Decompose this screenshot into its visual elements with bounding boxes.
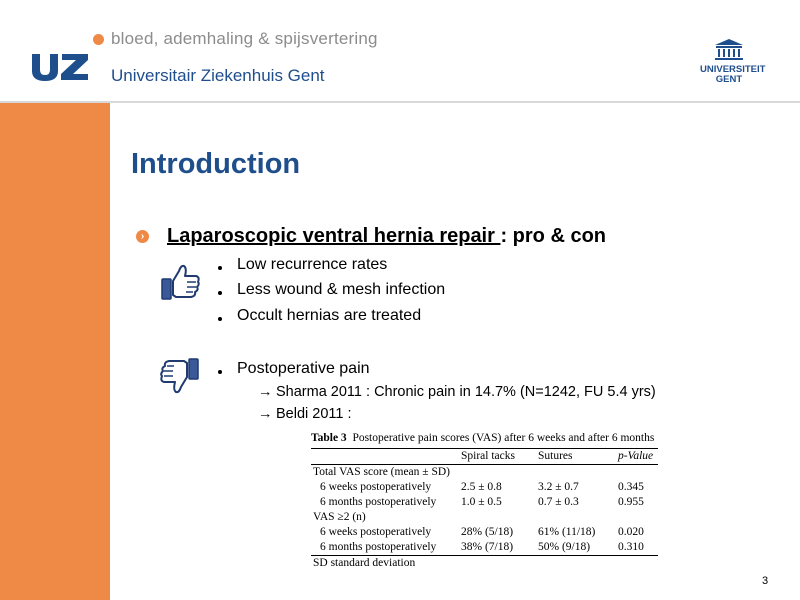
table-row	[311, 540, 658, 555]
bullet-dot	[218, 370, 222, 374]
table-footnote	[311, 556, 658, 571]
table-cell: VAS ≥2 (n)	[313, 511, 366, 523]
ugent-line1: UNIVERSITEIT	[700, 64, 766, 75]
table-cell: 1.0 ± 0.5	[461, 496, 502, 508]
uz-logo	[30, 52, 90, 82]
table-header-cell: p-Value	[618, 450, 654, 462]
table-cell: 0.020	[618, 526, 644, 538]
brand-dot	[93, 34, 104, 45]
main-point	[167, 225, 606, 248]
pro-item: Low recurrence rates	[237, 256, 388, 273]
bullet-dot	[218, 266, 222, 270]
table-cell: 61% (11/18)	[538, 526, 596, 538]
con-subitem	[258, 384, 656, 400]
table-cell: 6 weeks postoperatively	[320, 481, 432, 493]
header-divider	[0, 101, 800, 103]
orange-sidebar	[0, 103, 110, 600]
table-cell: 38% (7/18)	[461, 541, 514, 553]
table-cell: 3.2 ± 0.7	[538, 481, 579, 493]
table-cell: 0.7 ± 0.3	[538, 496, 579, 508]
con-subitem-text: Sharma 2011 : Chronic pain in 14.7% (N=1242, FU 5.4 yrs)	[276, 384, 656, 400]
table-cell: 6 months postoperatively	[320, 541, 437, 553]
table-cell: 50% (9/18)	[538, 541, 591, 553]
table-cell: 6 months postoperatively	[320, 496, 437, 508]
bullet-dot	[218, 317, 222, 321]
main-point-underlined: Laparoscopic ventral hernia repair	[167, 225, 501, 247]
table-caption	[311, 432, 658, 444]
table-caption-label: Table 3	[311, 432, 347, 444]
arrow-right-icon: →	[258, 406, 273, 422]
con-item: Postoperative pain	[237, 360, 370, 377]
table-row	[311, 495, 658, 510]
ugent-logo	[700, 38, 766, 85]
pro-item: Occult hernias are treated	[237, 307, 422, 324]
table-row	[311, 480, 658, 495]
table-row	[311, 525, 658, 540]
table-header-cell: Sutures	[538, 450, 573, 462]
table-row	[311, 465, 658, 480]
table-row	[311, 510, 658, 525]
building-icon	[714, 38, 744, 60]
table-header-row	[311, 449, 658, 464]
thumbs-up-icon	[160, 262, 202, 302]
bullet-dot	[218, 291, 222, 295]
arrow-bullet-icon: ›	[136, 230, 149, 243]
table-cell: Total VAS score (mean ± SD)	[313, 466, 450, 478]
table-cell: 28% (5/18)	[461, 526, 514, 538]
table-cell: 0.955	[618, 496, 644, 508]
org-name: Universitair Ziekenhuis Gent	[111, 66, 325, 85]
table-cell: 2.5 ± 0.8	[461, 481, 502, 493]
page-number: 3	[762, 575, 769, 587]
table-cell: 0.345	[618, 481, 644, 493]
pain-score-table	[311, 432, 658, 571]
ugent-line2: GENT	[715, 74, 743, 85]
con-subitem	[258, 406, 352, 422]
main-point-rest: : pro & con	[500, 225, 607, 247]
pro-item: Less wound & mesh infection	[237, 281, 446, 298]
thumbs-down-icon	[158, 356, 202, 396]
slide-title: Introduction	[131, 148, 301, 180]
table-footnote-text: SD standard deviation	[313, 557, 416, 569]
arrow-right-icon: →	[258, 384, 273, 400]
table-header-cell: Spiral tacks	[461, 450, 515, 462]
tagline: bloed, ademhaling & spijsvertering	[111, 29, 378, 48]
con-subitem-text: Beldi 2011 :	[276, 406, 352, 422]
table-caption-text: Postoperative pain scores (VAS) after 6 weeks and after 6 months	[352, 432, 655, 444]
table-cell: 0.310	[618, 541, 644, 553]
table-cell: 6 weeks postoperatively	[320, 526, 432, 538]
